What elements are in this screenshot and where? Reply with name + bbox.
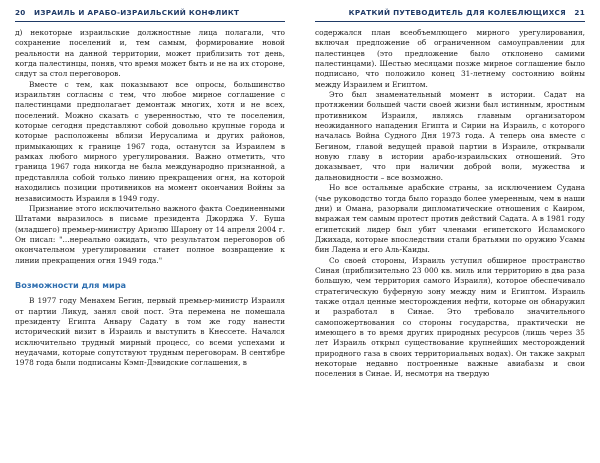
right-page: [315, 0, 585, 463]
left-page: [15, 0, 285, 463]
paragraph: д) некоторые израильские должностные лица полагали, что сохранение поселений и, тем самым, формирование новой реальности на данной территории, может приблизить тот день, когда палестинцы, поняв, что время может быть и не на их стороне, сядут за стол переговоров.: [15, 28, 285, 79]
right-page-body: [315, 28, 585, 380]
paragraph: Признание этого исключительно важного факта Соединенными Штатами выразилось в письме президента Джорджа У. Буша (младшего) премьер-министру Ариэлю Шарону от 14 апреля 2004 г. Он писал: "...нереально ожидать, что результатом переговоров об окончательном урегулировании станет полное возвращение к линии прекращения огня 1949 года.": [15, 203, 285, 265]
paragraph: В 1977 году Менахем Бегин, первый премьер-министр Израиля от партии Ликуд, занял свой пост. Эта перемена не помешала президенту Египта Анвару Садату в том же году нанести исторический визит в Израиль и выступить в Кнессете. Начался исключительно трудный мирный процесс, со всеми успехами и неудачами, которые сопутствуют трудным переговорам. В сентябре 1978 года были подписаны Кэмп-Дэвидские соглашения, в: [15, 296, 285, 368]
left-page-header: [15, 8, 285, 22]
left-page-number: 20: [15, 8, 26, 17]
right-page-header: [315, 8, 585, 22]
left-page-body: [15, 28, 285, 369]
paragraph: Но все остальные арабские страны, за исключением Судана (чье руководство тогда было гораздо более умеренным, чем в наши дни) и Омана, разорвали дипломатические отношения с Каиром, выражая тем самым протест против действий Садата. А в 1981 году египетский лидер был убит членами египетского Исламского Джихада, которые впоследствии стали братьями по оружию Усамы бин Ладена и его Аль-Каиды.: [315, 183, 585, 255]
right-header-rule: [315, 21, 585, 22]
section-title: Возможности для мира: [15, 279, 127, 290]
right-header-title: КРАТКИЙ ПУТЕВОДИТЕЛЬ ДЛЯ КОЛЕБЛЮЩИХСЯ: [348, 8, 566, 17]
paragraph: содержался план всеобъемлющего мирного урегулирования, включая предложение об ограниченном самоуправлении для палестинцев (это предложение было отклонено самими палестинцами). Шестью месяцами позже мирное соглашение было подписано, что положило конец 31-летнему состоянию войны между Израилем и Египтом.: [315, 28, 585, 89]
paragraph: Это был знаменательный момент в истории. Садат на протяжении большей части своей жизни был истинным, яростным противником Израиля, являясь главным организатором неожиданного нападения Египта и Сирии на Израиль, с которого началась Война Судного Дня 1973 года. А теперь она вместе с Бегином, главой ведущей правой партии в Израиле, открывали новую главу в истории арабо-израильских отношений. Это доказывает, что при наличии доброй воли, мужества и дальновидности – все возможно.: [315, 90, 585, 182]
left-header-rule: [15, 21, 285, 22]
left-header-title: ИЗРАИЛЬ И АРАБО-ИЗРАИЛЬСКИЙ КОНФЛИКТ: [34, 8, 240, 17]
paragraph: Со своей стороны, Израиль уступил обширное пространство Синая (приблизительно 23 000 кв. миль или территорию в два раза большую, чем территория самого Израиля), которое обеспечивало стратегическую буферную зону между ним и Египтом. Израиль также отдал ценные месторождения нефти, которые он обнаружил и разработал в Синае. Это требовало значительного самопожертвования со стороны государства, практически не имеющего в то время других природных ресурсов (лишь через 35 лет Израиль открыл существование крупнейших месторождений природного газа в своих территориальных водах). Он также закрыл некоторые недавно построенные важные авиабазы и свои поселения в Синае. И, несмотря на твердую: [315, 255, 585, 379]
right-page-number: 21: [574, 8, 585, 17]
paragraph: Вместе с тем, как показывают все опросы, большинство израильтян согласны с тем, что любое мирное соглашение с палестинцами предполагает демонтаж многих, хотя и не всех, поселений. Можно сказать с уверенностью, что те поселения, которые сегодня представляют собой довольно крупные города и которые расположены вблизи Иерусалима и других районов, примыкающих к границе 1967 года, останутся за Израилем в рамках любого мирного урегулирования. Важно отметить, что граница 1967 года никогда не была международно признанной, а представляла собой только линию прекращения огня, на которой находились позиции противников на момент окончания Войны за независимость Израиля в 1949 году.: [15, 79, 285, 203]
